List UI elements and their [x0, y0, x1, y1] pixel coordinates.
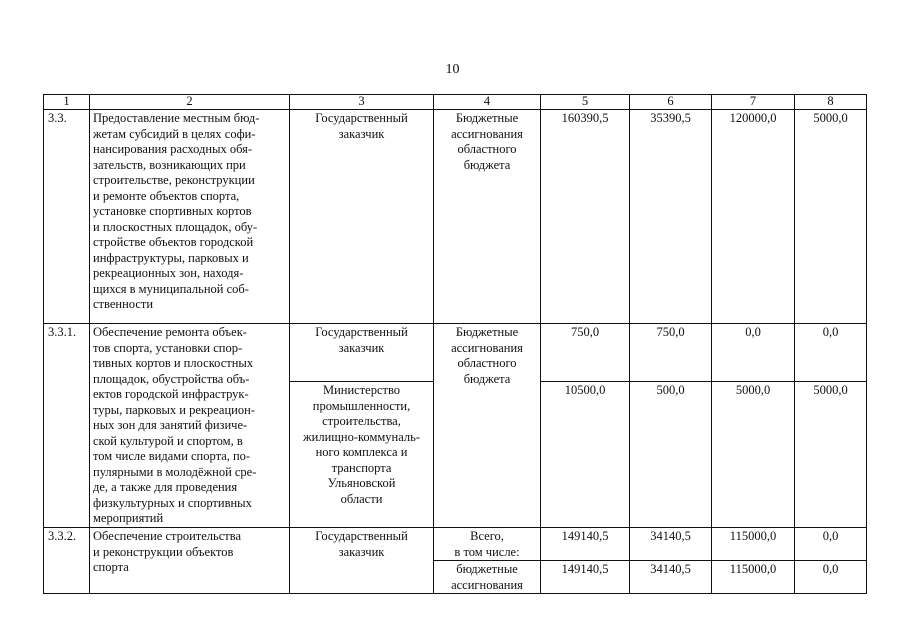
text-line: тивных кортов и плоскостных [93, 356, 254, 370]
table-row [44, 528, 867, 561]
text-line: ассигнования [451, 577, 523, 592]
customer-cell [290, 110, 434, 324]
item-number: 3.3.1. [44, 324, 90, 528]
value-col5: 149140,5 [541, 528, 630, 561]
value-col8: 0,0 [795, 528, 867, 561]
text-line: Ульяновской [327, 476, 396, 490]
text-line: Государственный [315, 111, 408, 125]
text-line: областного [457, 142, 517, 156]
value-col7: 115000,0 [712, 528, 795, 561]
text-line: ных зон для занятий физиче- [93, 418, 248, 432]
value-col5: 149140,5 [541, 561, 630, 594]
text-line: бюджета [463, 157, 511, 172]
value-col6: 34140,5 [630, 561, 712, 594]
value-col6: 35390,5 [630, 110, 712, 324]
funding-source-cell [434, 528, 541, 561]
text-line: Государственный [315, 529, 408, 543]
text-line: Предоставление местным бюд- [93, 111, 260, 125]
column-header-row [44, 95, 867, 110]
customer-cell [290, 324, 434, 382]
text-line: ассигнования [451, 340, 523, 355]
text-line: бюджета [463, 371, 511, 386]
column-header: 1 [44, 95, 90, 110]
text-line: туры, парковых и рекреацион- [93, 402, 255, 417]
item-number: 3.3. [44, 110, 90, 324]
text-line: и плоскостных площадок, обу- [93, 219, 258, 234]
text-line: нансирования расходных обя- [93, 142, 253, 156]
text-line: тов спорта, установки спор- [93, 340, 243, 355]
column-header: 7 [712, 95, 795, 110]
column-header: 4 [434, 95, 541, 110]
value-col8: 0,0 [795, 324, 867, 382]
item-description [90, 110, 290, 324]
value-col5: 750,0 [541, 324, 630, 382]
item-number: 3.3.2. [44, 528, 90, 594]
text-line: в том числе: [454, 544, 520, 559]
customer-cell [290, 528, 434, 594]
text-line: том числе видами спорта, по- [93, 449, 251, 463]
program-table [43, 94, 867, 594]
text-line: де, а также для проведения [93, 480, 238, 494]
text-line: транспорта [331, 460, 392, 475]
table-row [44, 324, 867, 382]
text-line: ассигнования [451, 126, 523, 141]
value-col8: 0,0 [795, 561, 867, 594]
value-col5: 10500,0 [541, 382, 630, 528]
column-header: 2 [90, 95, 290, 110]
page-number: 10 [445, 62, 460, 77]
funding-source-cell [434, 110, 541, 324]
text-line: зательств, возникающих при [93, 157, 246, 172]
text-line: Всего, [470, 529, 504, 543]
text-line: ектов городской инфраструк- [93, 387, 249, 401]
text-line: щихся в муниципальной соб- [93, 281, 249, 296]
text-line: областного [457, 356, 517, 370]
funding-source-cell [434, 561, 541, 594]
value-col7: 120000,0 [712, 110, 795, 324]
text-line: бюджетные [456, 562, 518, 576]
column-header: 3 [290, 95, 434, 110]
value-col7: 0,0 [712, 324, 795, 382]
text-line: промышленности, [312, 398, 411, 413]
text-line: жилищно-коммуналь- [303, 429, 420, 444]
customer-cell [290, 382, 434, 528]
text-line: стройстве объектов городской [93, 235, 254, 249]
text-line: заказчик [338, 340, 385, 355]
item-description [90, 528, 290, 594]
text-line: Обеспечение строительства [93, 529, 242, 543]
text-line: строительстве, реконструкции [93, 173, 255, 187]
value-col6: 34140,5 [630, 528, 712, 561]
column-header: 6 [630, 95, 712, 110]
value-col8: 5000,0 [795, 110, 867, 324]
text-line: инфраструктуры, парковых и [93, 250, 249, 265]
text-line: Бюджетные [455, 325, 519, 339]
text-line: спорта [93, 560, 129, 574]
text-line: пулярными в молодёжной сре- [93, 464, 257, 479]
text-line: заказчик [338, 126, 385, 141]
value-col8: 5000,0 [795, 382, 867, 528]
text-line: жетам субсидий в целях софи- [93, 126, 256, 141]
text-line: площадок, обустройства объ- [93, 371, 250, 386]
text-line: области [340, 491, 383, 506]
value-col6: 750,0 [630, 324, 712, 382]
funding-source-cell [434, 324, 541, 528]
item-description [90, 324, 290, 528]
text-line: и ремонте объектов спорта, [93, 188, 240, 203]
text-line: мероприятий [93, 511, 164, 525]
text-line: физкультурных и спортивных [93, 495, 252, 510]
text-line: рекреационных зон, находя- [93, 266, 244, 280]
text-line: Государственный [315, 325, 408, 339]
value-col7: 5000,0 [712, 382, 795, 528]
text-line: Бюджетные [455, 111, 519, 125]
text-line: Обеспечение ремонта объек- [93, 325, 247, 339]
column-header: 5 [541, 95, 630, 110]
text-line: ской культурой и спортом, в [93, 433, 243, 448]
text-line: ного комплекса и [315, 445, 408, 459]
text-line: заказчик [338, 544, 385, 559]
text-line: и реконструкции объектов [93, 544, 234, 559]
text-line: ственности [93, 297, 154, 311]
table-row [44, 110, 867, 324]
text-line: установке спортивных кортов [93, 204, 252, 218]
text-line: Министерство [322, 383, 401, 397]
value-col6: 500,0 [630, 382, 712, 528]
column-header: 8 [795, 95, 867, 110]
value-col5: 160390,5 [541, 110, 630, 324]
value-col7: 115000,0 [712, 561, 795, 594]
text-line: строительства, [322, 414, 401, 428]
